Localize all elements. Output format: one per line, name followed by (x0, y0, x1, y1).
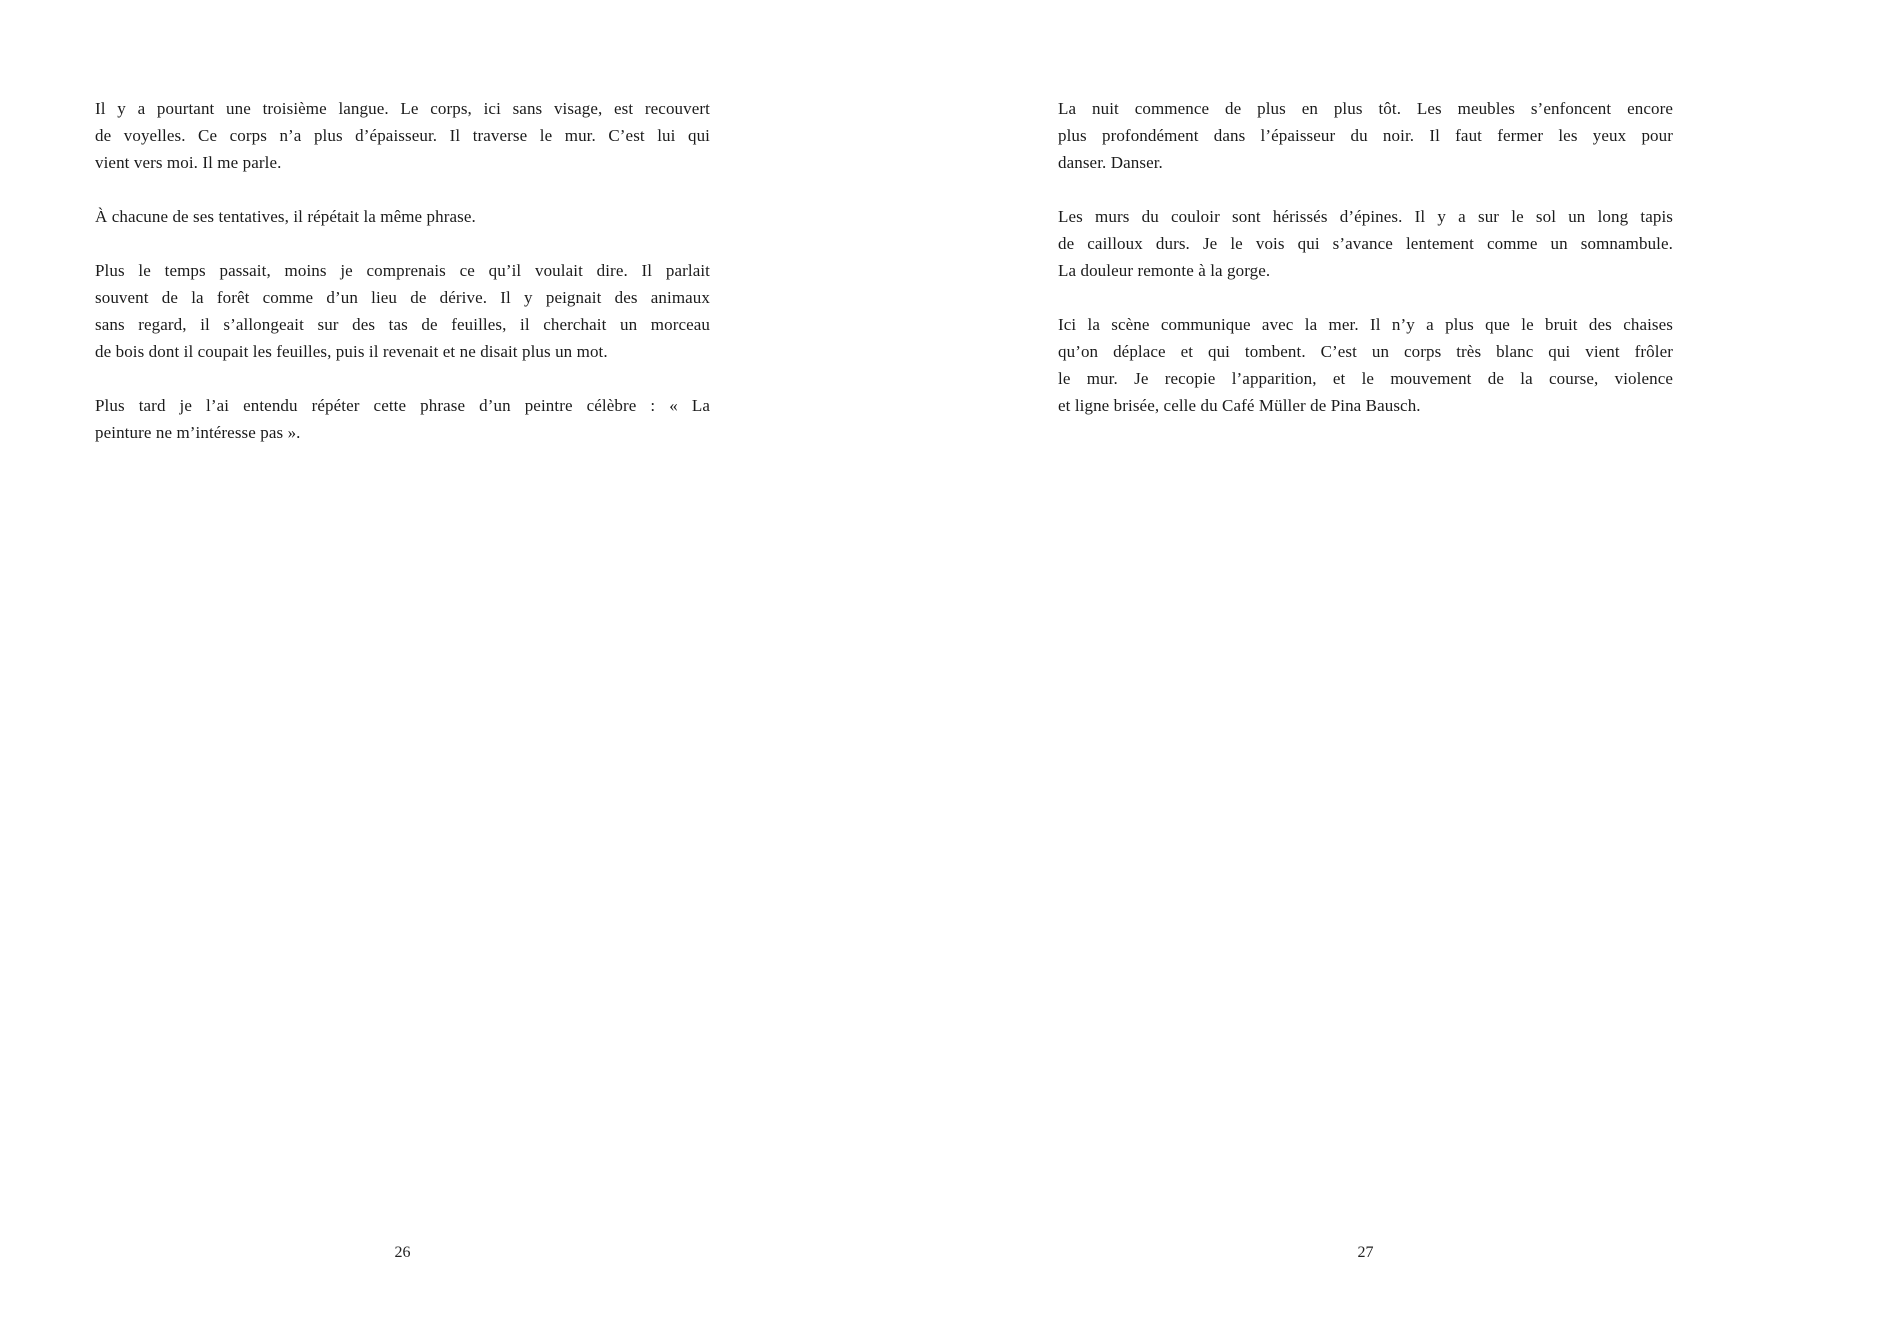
text-line: le mur. Je recopie l’apparition, et le mouvement de la course, violence (1058, 369, 1673, 388)
paragraph (1058, 311, 1673, 419)
text-line: Plus tard je l’ai entendu répéter cette phrase d’un peintre célèbre : « La (95, 396, 710, 415)
text-line: peinture ne m’intéresse pas ». (95, 423, 301, 442)
text-line: Plus le temps passait, moins je comprenais ce qu’il voulait dire. Il parlait (95, 261, 710, 280)
text-line: qu’on déplace et qui tombent. C’est un corps très blanc qui vient frôler (1058, 342, 1673, 361)
paragraph (1058, 203, 1673, 284)
text-line: souvent de la forêt comme d’un lieu de dérive. Il y peignait des animaux (95, 288, 710, 307)
left-page-text-column (95, 95, 710, 473)
text-line: de voyelles. Ce corps n’a plus d’épaisseur. Il traverse le mur. C’est lui qui (95, 126, 710, 145)
text-line: À chacune de ses tentatives, il répétait la même phrase. (95, 207, 476, 226)
text-line: sans regard, il s’allongeait sur des tas de feuilles, il cherchait un morceau (95, 315, 710, 334)
text-line: Il y a pourtant une troisième langue. Le corps, ici sans visage, est recouvert (95, 99, 710, 118)
page-number-right: 27 (1357, 1244, 1374, 1261)
text-line: La nuit commence de plus en plus tôt. Les meubles s’enfoncent encore (1058, 99, 1673, 118)
paragraph (95, 257, 710, 365)
text-line: La douleur remonte à la gorge. (1058, 261, 1271, 280)
paragraph (95, 392, 710, 446)
text-line: de cailloux durs. Je le vois qui s’avance lentement comme un somnambule. (1058, 234, 1673, 253)
text-line: Les murs du couloir sont hérissés d’épines. Il y a sur le sol un long tapis (1058, 207, 1673, 226)
text-line: danser. Danser. (1058, 153, 1163, 172)
paragraph (95, 203, 710, 230)
paragraph (95, 95, 710, 176)
text-line: de bois dont il coupait les feuilles, puis il revenait et ne disait plus un mot. (95, 342, 608, 361)
text-line: vient vers moi. Il me parle. (95, 153, 282, 172)
paragraph (1058, 95, 1673, 176)
text-line: et ligne brisée, celle du Café Müller de Pina Bausch. (1058, 396, 1421, 415)
page-number-left: 26 (394, 1244, 411, 1261)
right-page-text-column (1058, 95, 1673, 446)
text-line: Ici la scène communique avec la mer. Il n’y a plus que le bruit des chaises (1058, 315, 1673, 334)
text-line: plus profondément dans l’épaisseur du noir. Il faut fermer les yeux pour (1058, 126, 1673, 145)
